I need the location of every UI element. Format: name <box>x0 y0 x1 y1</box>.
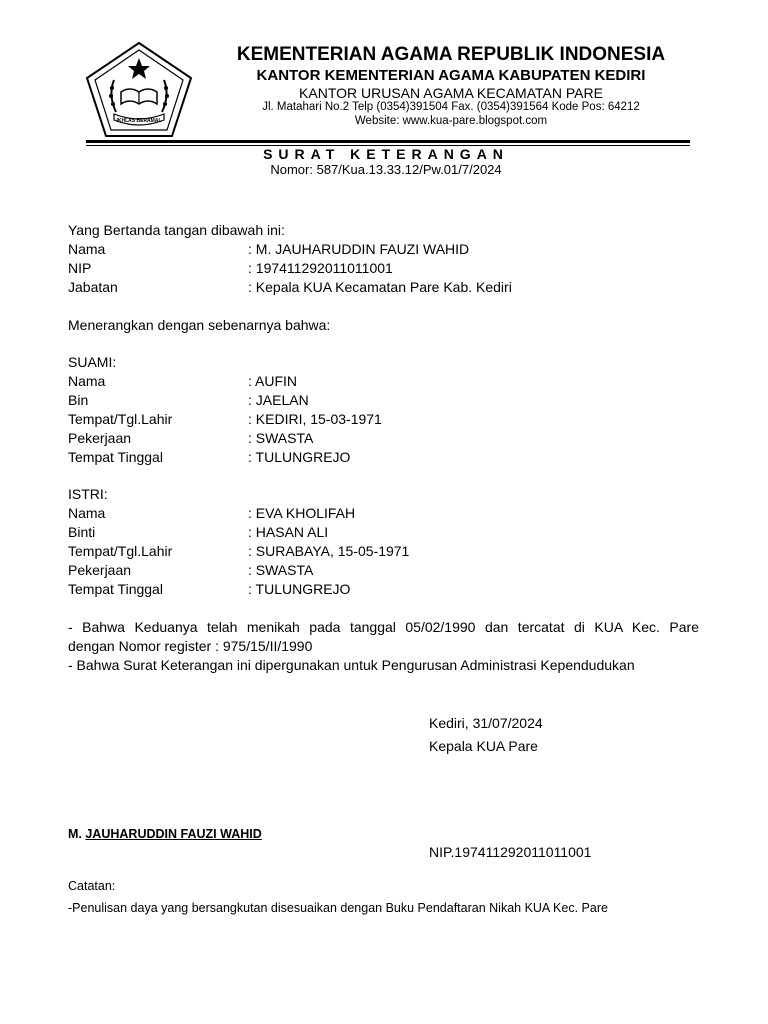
notes-line: -Penulisan daya yang bersangkutan disesuaikan dengan Buku Pendaftaran Nikah KUA Kec. Pare <box>68 901 608 915</box>
statement-register: dengan Nomor register : 975/15/II/1990 <box>68 638 313 654</box>
wife-job-value: : SWASTA <box>248 562 314 578</box>
husband-job-label: Pekerjaan <box>68 430 132 446</box>
husband-heading: SUAMI: <box>68 354 117 370</box>
document-title: SURAT KETERANGAN <box>263 146 509 162</box>
wife-name-label: Nama <box>68 505 106 521</box>
statement-intro: Menerangkan dengan sebenarnya bahwa: <box>68 317 331 333</box>
wife-birth-label: Tempat/Tgl.Lahir <box>68 543 173 559</box>
signer-position-value: : Kepala KUA Kecamatan Pare Kab. Kediri <box>248 279 512 295</box>
wife-birth-value: : SURABAYA, 15-05-1971 <box>248 543 410 559</box>
signature-name <box>68 827 262 841</box>
notes-heading: Catatan: <box>68 879 116 893</box>
signature-position: Kepala KUA Pare <box>429 738 538 754</box>
husband-address-value: : TULUNGREJO <box>248 449 351 465</box>
signature-nip: NIP.197411292011011001 <box>429 844 592 860</box>
signature-name-underlined: JAUHARUDDIN FAUZI WAHID <box>85 827 262 841</box>
header-divider-thick <box>86 140 690 143</box>
wife-name-value: : EVA KHOLIFAH <box>248 505 356 521</box>
signer-position-label: Jabatan <box>68 279 118 295</box>
header-website: Website: www.kua-pare.blogspot.com <box>354 115 548 127</box>
husband-father-label: Bin <box>68 392 89 408</box>
header-office: KANTOR KEMENTERIAN AGAMA KABUPATEN KEDIRI <box>256 67 646 84</box>
statement-purpose: - Bahwa Surat Keterangan ini dipergunakan untuk Pengurusan Administrasi Kependudukan <box>68 657 635 673</box>
document-number: Nomor: 587/Kua.13.33.12/Pw.01/7/2024 <box>270 162 502 177</box>
header-kua: KANTOR URUSAN AGAMA KECAMATAN PARE <box>299 85 603 101</box>
husband-name-value: : AUFIN <box>248 373 298 389</box>
signer-intro: Yang Bertanda tangan dibawah ini: <box>68 222 285 238</box>
husband-name-label: Nama <box>68 373 106 389</box>
husband-birth-label: Tempat/Tgl.Lahir <box>68 411 173 427</box>
wife-address-value: : TULUNGREJO <box>248 581 351 597</box>
signer-nip-label: NIP <box>68 260 92 276</box>
husband-address-label: Tempat Tinggal <box>68 449 163 465</box>
svg-text:IKHLAS BERAMAL: IKHLAS BERAMAL <box>116 118 162 124</box>
wife-job-label: Pekerjaan <box>68 562 132 578</box>
ministry-logo <box>84 40 194 140</box>
husband-father-value: : JAELAN <box>248 392 309 408</box>
wife-father-label: Binti <box>68 524 96 540</box>
wife-heading: ISTRI: <box>68 486 108 502</box>
signer-nip-value: : 197411292011011001 <box>248 260 393 276</box>
signer-name-label: Nama <box>68 241 106 257</box>
signature-name-prefix: M. <box>68 827 86 841</box>
wife-address-label: Tempat Tinggal <box>68 581 163 597</box>
signature-place-date: Kediri, 31/07/2024 <box>429 715 543 731</box>
husband-birth-value: : KEDIRI, 15-03-1971 <box>248 411 382 427</box>
header-address: Jl. Matahari No.2 Telp (0354)391504 Fax. (0354)391564 Kode Pos: 64212 <box>262 101 640 113</box>
header-ministry: KEMENTERIAN AGAMA REPUBLIK INDONESIA <box>236 44 666 65</box>
statement-marriage: - Bahwa Keduanya telah menikah pada tanggal 05/02/1990 dan tercatat di KUA Kec. Pare <box>68 619 699 635</box>
signer-name-value: : M. JAUHARUDDIN FAUZI WAHID <box>248 241 470 257</box>
wife-father-value: : HASAN ALI <box>248 524 329 540</box>
husband-job-value: : SWASTA <box>248 430 314 446</box>
